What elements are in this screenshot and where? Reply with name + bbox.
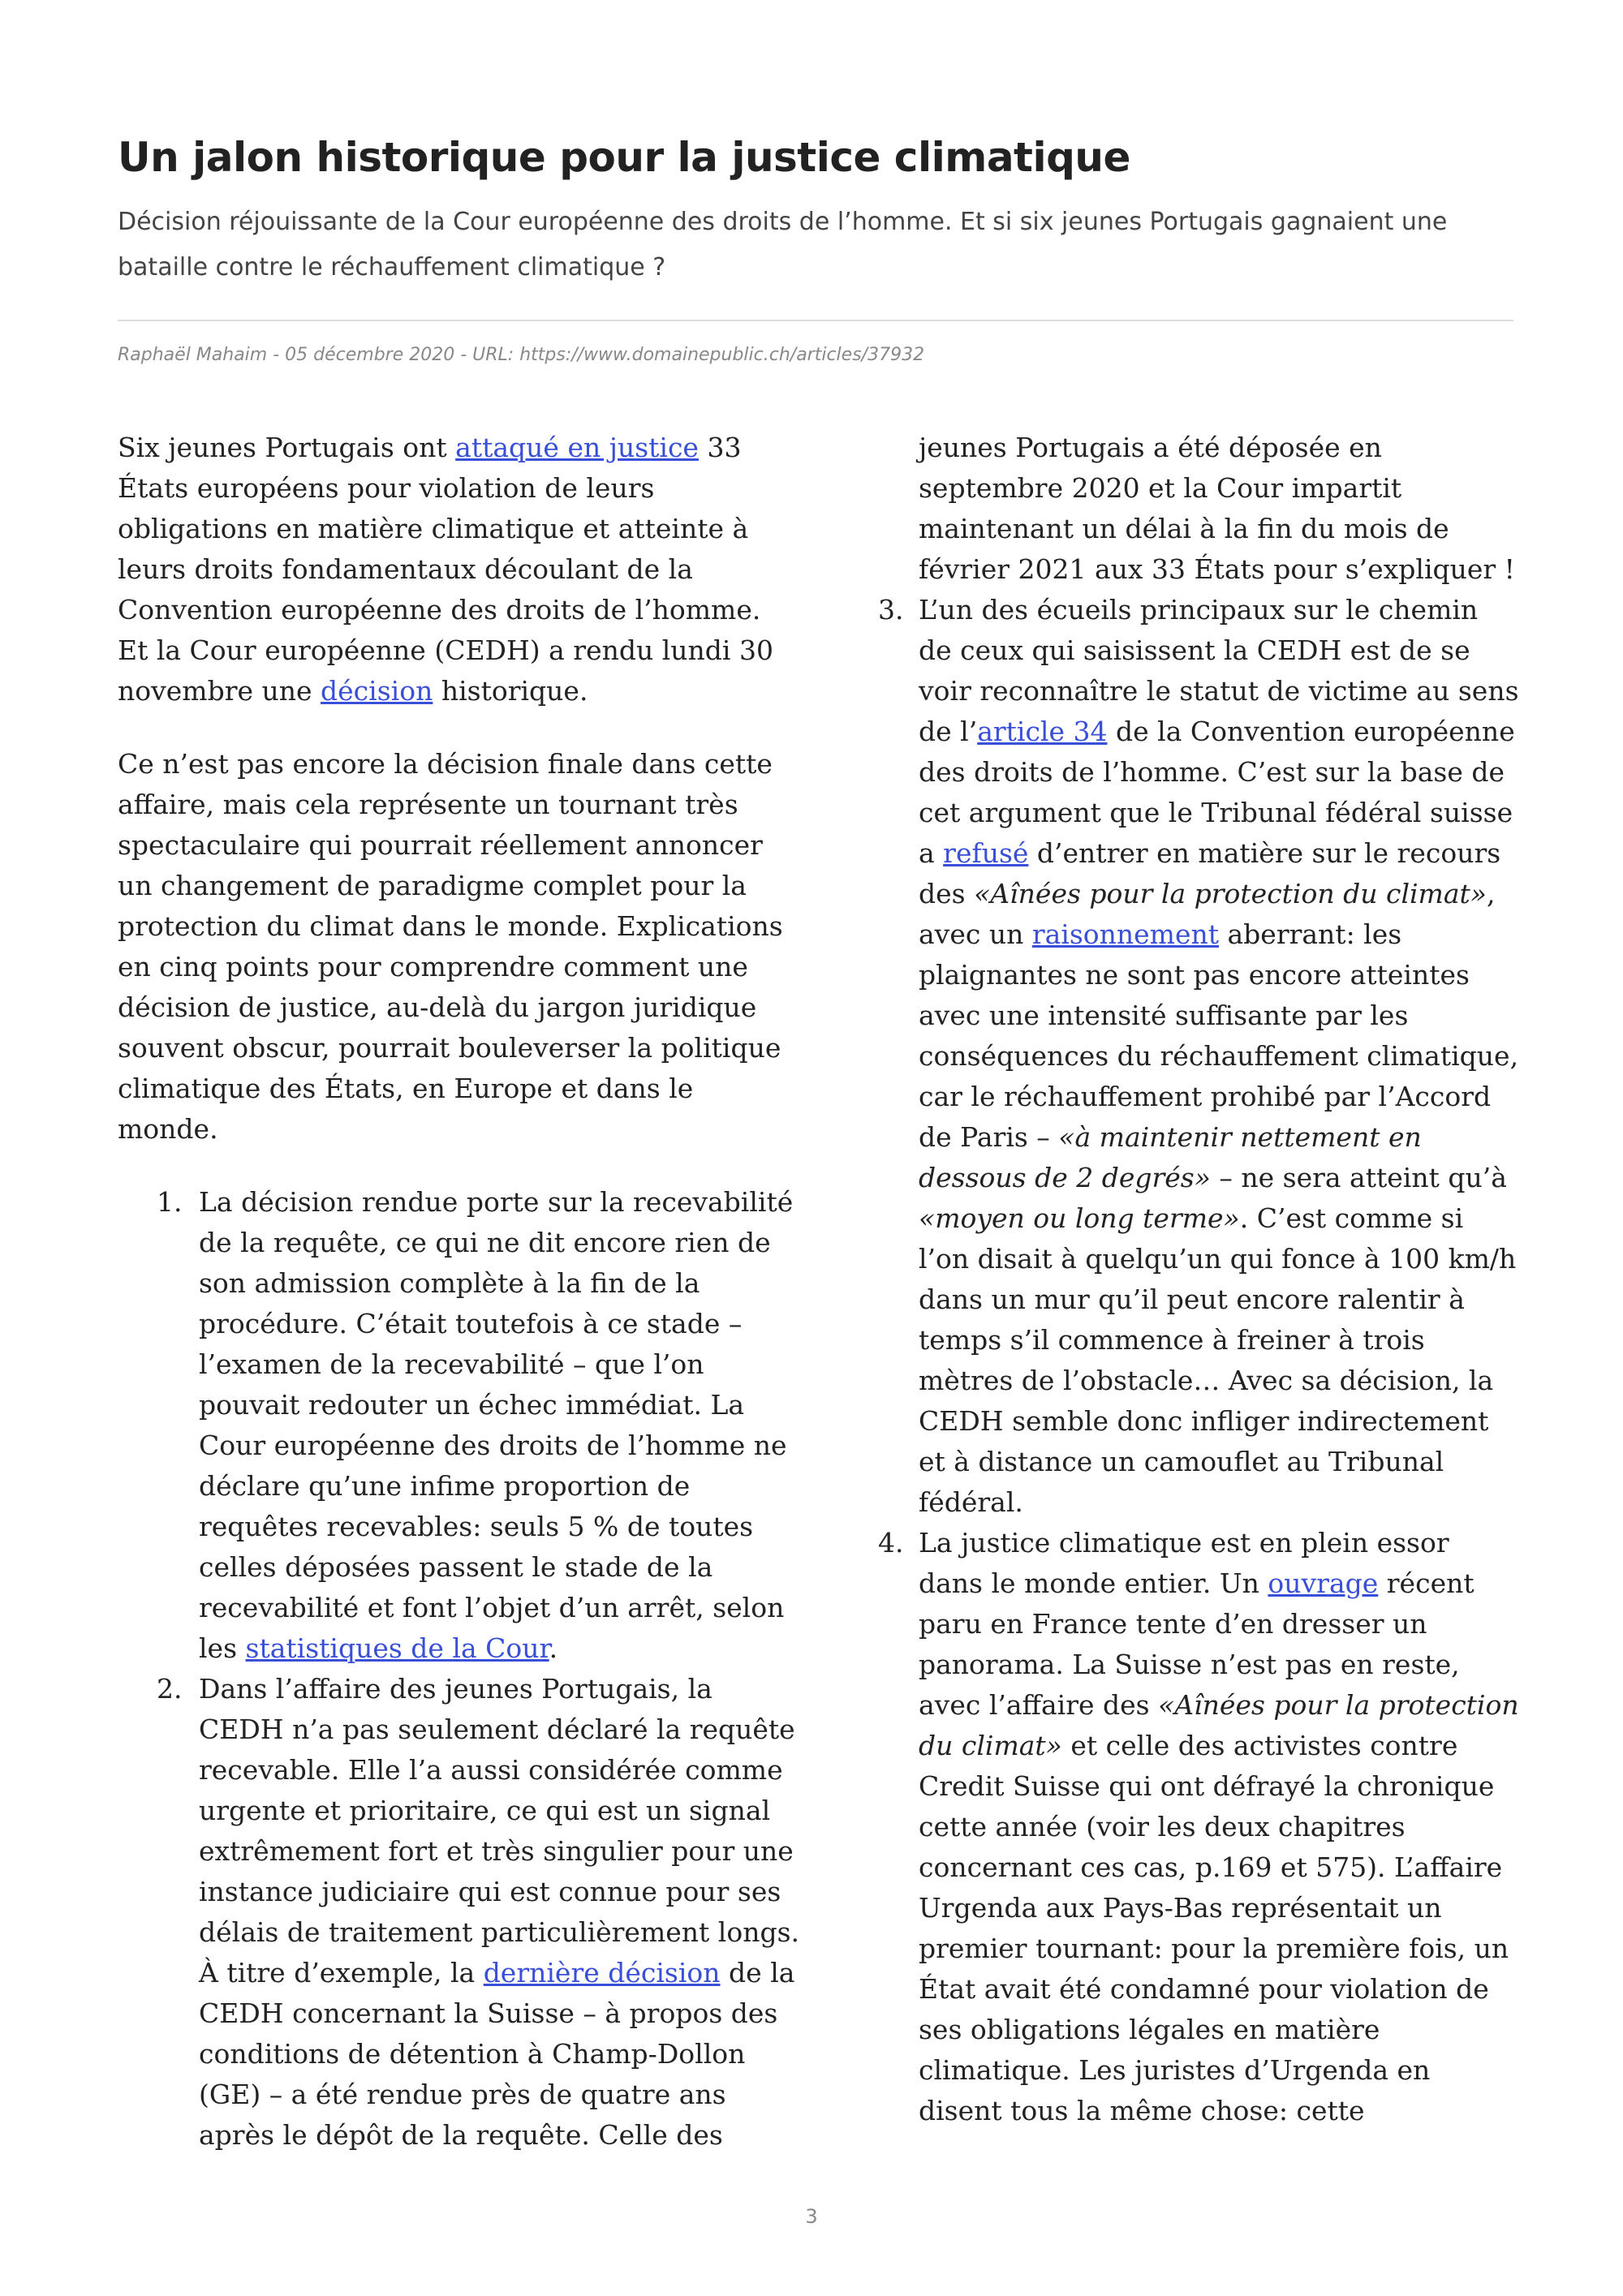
link-statistiques-de-la-cour[interactable]: statistiques de la Cour bbox=[245, 1632, 549, 1664]
right-column bbox=[878, 428, 1519, 2131]
text-run: , avec un bbox=[919, 878, 1496, 950]
list-item-3 bbox=[878, 590, 1519, 1523]
left-column bbox=[118, 428, 799, 2156]
text-run: La décision rendue porte sur la recevabilité de la requête, ce qui ne dit encore rien de son admission complète à la fin de la procédure. C’était toutefois à ce stade – l’examen de la recevabilité – que l’on pouvait redouter un échec immédiat. La Cour européenne des droits de l’homme ne déclare qu’une infime proportion de requêtes recevables: seuls 5 % de toutes celles déposées passent le stade de la recevabilité et font l’objet d’un arrêt, selon les bbox=[199, 1186, 794, 1664]
text-run: historique. bbox=[433, 675, 588, 707]
text-run: récent paru en France tente d’en dresser un panorama. La Suisse n’est pas en reste, avec l’affaire des bbox=[919, 1567, 1474, 1721]
paragraph-intro bbox=[118, 428, 799, 712]
link-refuse[interactable]: refusé bbox=[943, 837, 1029, 869]
list-number: 1. bbox=[157, 1186, 183, 1218]
text-run: . C’est comme si l’on disait à quelqu’un qui fonce à 100 km/h dans un mur qu’il peut encore ralentir à temps s’il commence à freiner à trois mètres de l’obstacle… Avec sa décision, la CEDH semble donc infliger indirectement et à distance un camouflet au Tribunal fédéral. bbox=[919, 1202, 1517, 1518]
list-number: 2. bbox=[157, 1673, 183, 1705]
link-ouvrage[interactable]: ouvrage bbox=[1268, 1567, 1379, 1599]
text-run: 33 États européens pour violation de leurs obligations en matière climatique et atteinte à leurs droits fondamentaux découlant de la Convention européenne des droits de l’homme. Et la Cour européenne (CEDH) a rendu lundi 30 novembre une bbox=[118, 432, 773, 707]
link-article-34[interactable]: article 34 bbox=[977, 716, 1108, 747]
quote-2-degres: «à maintenir nettement en dessous de 2 degrés» bbox=[919, 1121, 1422, 1193]
list-number: 4. bbox=[878, 1527, 904, 1559]
page-number: 3 bbox=[805, 2205, 818, 2228]
link-decision[interactable]: décision bbox=[321, 675, 433, 707]
text-run: – ne sera atteint qu’à bbox=[1210, 1162, 1507, 1193]
list-item-1 bbox=[118, 1182, 799, 1669]
link-attaque-en-justice[interactable]: attaqué en justice bbox=[455, 432, 699, 463]
text-run: Six jeunes Portugais ont bbox=[118, 432, 456, 463]
article-subtitle: Décision réjouissante de la Cour européenne des droits de l’homme. Et si six jeunes Portugais gagnaient une bataille contre le réchauffement climatique ? bbox=[118, 208, 1448, 282]
text-run: La justice climatique est en plein essor dans le monde entier. Un bbox=[919, 1527, 1449, 1599]
link-derniere-decision[interactable]: dernière décision bbox=[483, 1957, 721, 1989]
list-item-2-continued bbox=[878, 428, 1519, 590]
list-item-2 bbox=[118, 1669, 799, 2156]
list-number: 3. bbox=[878, 594, 904, 626]
article-title: Un jalon historique pour la justice climatique bbox=[118, 134, 1130, 181]
numbered-list-continued bbox=[878, 590, 1519, 2131]
text-run: de la CEDH concernant la Suisse – à propos des conditions de détention à Champ-Dollon (GE) – a été rendue près de quatre ans après le dépôt de la requête. Celle des bbox=[199, 1957, 795, 2151]
text-run: et celle des activistes contre Credit Suisse qui ont défrayé la chronique cette année (voir les deux chapitres concernant ces cas, p.169 et 575). L’affaire Urgenda aux Pays-Bas représentait un premier tournant: pour la première fois, un État avait été condamné pour violation de ses obligations légales en matière climatique. Les juristes d’Urgenda en disent tous la même chose: cette bbox=[919, 1730, 1509, 2126]
text-run: Dans l’affaire des jeunes Portugais, la CEDH n’a pas seulement déclaré la requête recevable. Elle l’a aussi considérée comme urgente et prioritaire, ce qui est un signal extrêmement fort et très singulier pour une instance judiciaire qui est connue pour ses délais de traitement particulièrement longs. À titre d’exemple, la bbox=[199, 1673, 800, 1989]
article-byline: Raphaël Mahaim - 05 décembre 2020 - URL: https://www.domainepublic.ch/articles/37932 bbox=[118, 345, 925, 365]
header-divider bbox=[118, 320, 1513, 321]
quote-ainees: «Aînées pour la protection du climat» bbox=[919, 1689, 1519, 1761]
list-item-4 bbox=[878, 1523, 1519, 2131]
text-run: aberrant: les plaignantes ne sont pas encore atteintes avec une intensité suffisante par les conséquences du réchauffement climatique, car le réchauffement prohibé par l’Accord de Paris – bbox=[919, 918, 1519, 1153]
quote-ainees: «Aînées pour la protection du climat» bbox=[974, 878, 1487, 909]
quote-moyen-terme: «moyen ou long terme» bbox=[919, 1202, 1240, 1234]
text-run: de la Convention européenne des droits de l’homme. C’est sur la base de cet argument que le Tribunal fédéral suisse a bbox=[919, 716, 1515, 869]
text-run: . bbox=[549, 1632, 558, 1664]
link-raisonnement[interactable]: raisonnement bbox=[1031, 918, 1220, 950]
paragraph-explications: Ce n’est pas encore la décision finale dans cette affaire, mais cela représente un tournant très spectaculaire qui pourrait réellement annoncer un changement de paradigme complet pour la protection du climat dans le monde. Explications en cinq points pour comprendre comment une décision de justice, au-delà du jargon juridique souvent obscur, pourrait bouleverser la politique climatique des États, en Europe et dans le monde. bbox=[118, 748, 783, 1145]
numbered-list bbox=[118, 1182, 799, 2156]
text-run: jeunes Portugais a été déposée en septembre 2020 et la Cour impartit maintenant un délai à la fin du mois de février 2021 aux 33 États pour s’expliquer ! bbox=[919, 432, 1515, 585]
text-run: L’un des écueils principaux sur le chemin de ceux qui saisissent la CEDH est de se voir reconnaître le statut de victime au sens de l’ bbox=[919, 594, 1519, 747]
text-run: d’entrer en matière sur le recours des bbox=[919, 837, 1501, 909]
